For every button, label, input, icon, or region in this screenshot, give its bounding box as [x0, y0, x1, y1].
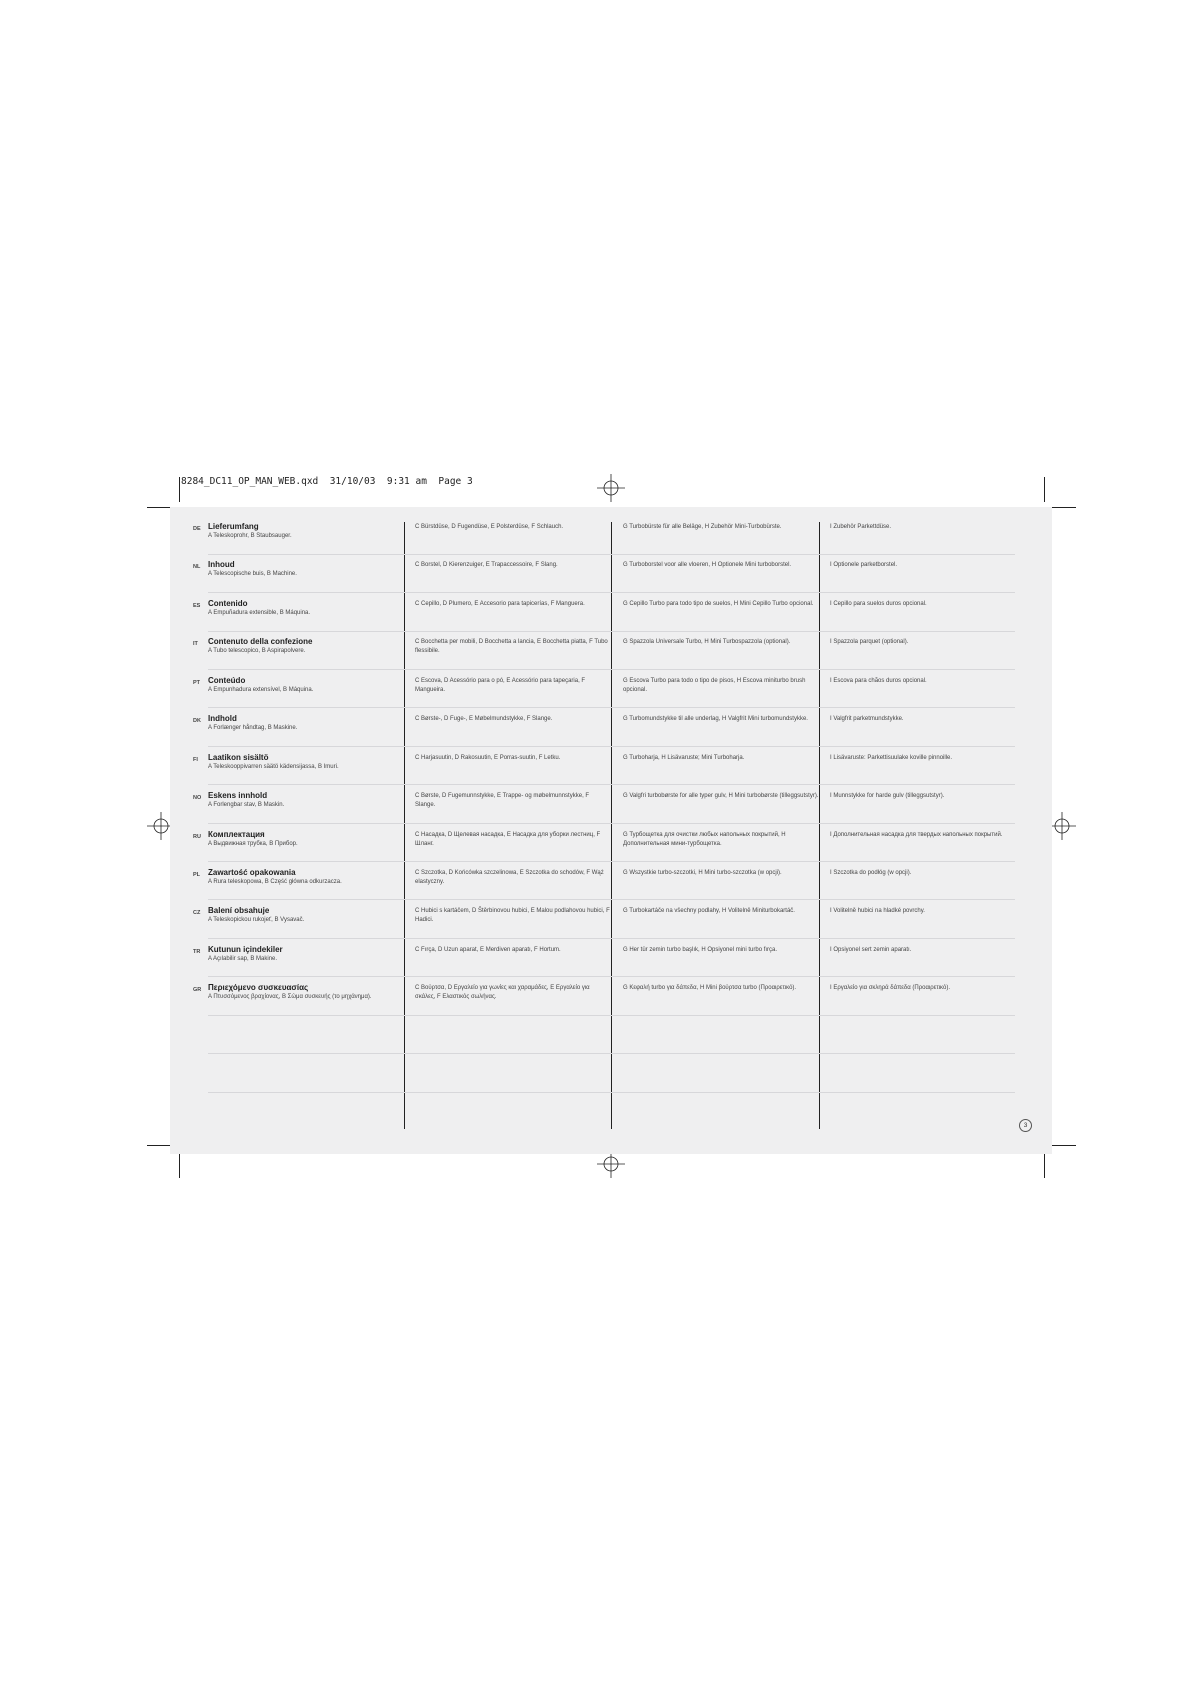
- parts-g-h: G Turbobürste für alle Beläge, H Zubehör Mini-Turbobürste.: [623, 524, 782, 530]
- parts-c-f: C Børste, D Fugemunnstykke, E Trappe- og møbelmunnstykke, F Slange.: [415, 793, 590, 808]
- section-title: Conteúdo: [208, 676, 246, 685]
- parts-c-f: C Hubici s kartáčem, D Štěrbinovou hubici, E Malou podlahovou hubici, F Hadici.: [415, 908, 610, 923]
- registration-mark-top: [597, 474, 625, 502]
- language-code: IT: [193, 641, 198, 647]
- parts-i: I Lisävaruste: Parkettisuulake koville pinnoille.: [830, 755, 953, 761]
- language-code: ES: [193, 603, 201, 609]
- crop-mark-top-right-h: [1050, 507, 1076, 508]
- parts-g-h: G Turboharja, H Lisävaruste; Mini Turboharja.: [623, 755, 745, 761]
- row-separator: [208, 631, 1015, 632]
- column-divider-3: [819, 522, 820, 1129]
- language-code: RU: [193, 834, 201, 840]
- parts-g-h: G Turboborstel voor alle vloeren, H Optionele Mini turboborstel.: [623, 562, 792, 568]
- section-title: Laatikon sisältö: [208, 753, 269, 762]
- crop-mark-top-left-v: [179, 477, 180, 502]
- row-separator: [208, 823, 1015, 824]
- parts-c-f: C Fırça, D Uzun aparat, E Merdiven aparatı, F Hortum.: [415, 947, 561, 953]
- language-code: TR: [193, 949, 201, 955]
- page-number: 3: [1019, 1119, 1032, 1132]
- row-separator: [208, 554, 1015, 555]
- crop-mark-bottom-right-h: [1050, 1145, 1076, 1146]
- section-title: Lieferumfang: [208, 522, 259, 531]
- parts-g-h: G Wszystkie turbo-szczotki, H Mini turbo-szczotka (w opcji).: [623, 870, 782, 876]
- parts-c-f: C Børste-, D Fuge-, E Møbelmundstykke, F Slange.: [415, 716, 553, 722]
- parts-c-f: C Bürstdüse, D Fugendüse, E Polsterdüse, F Schlauch.: [415, 524, 564, 530]
- section-title: Kutunun içindekiler: [208, 945, 283, 954]
- language-code: DK: [193, 718, 201, 724]
- parts-a-b: A Rura teleskopowa, B Część główna odkurzacza.: [208, 879, 342, 885]
- section-title: Indhold: [208, 714, 237, 723]
- row-separator: [208, 784, 1015, 785]
- parts-a-b: A Empuñadura extensible, B Máquina.: [208, 610, 311, 616]
- row-separator: [208, 669, 1015, 670]
- section-title: Комплектация: [208, 830, 265, 839]
- section-title: Contenido: [208, 599, 248, 608]
- parts-i: I Дополнительная насадка для твердых напольных покрытий.: [830, 832, 1003, 838]
- parts-i: I Optionele parketborstel.: [830, 562, 898, 568]
- row-separator: [208, 707, 1015, 708]
- parts-c-f: C Насадка, D Щелевая насадка, E Насадка для уборки лестниц, F Шланг.: [415, 832, 601, 847]
- language-code: PT: [193, 680, 201, 686]
- parts-a-b: A Empunhadura extensível, B Máquina.: [208, 687, 314, 693]
- parts-g-h: G Spazzola Universale Turbo, H Mini Turbospazzola (optional).: [623, 639, 791, 645]
- parts-a-b: A Forlænger håndtag, B Maskine.: [208, 725, 298, 731]
- section-title: Zawartość opakowania: [208, 868, 296, 877]
- parts-c-f: C Βούρτσα, D Εργαλείο για γωνίες και χαραμάδες, E Εργαλείο για σκάλες, F Ελαστικός σωλήνας.: [415, 985, 590, 1000]
- registration-mark-bottom: [597, 1150, 625, 1178]
- parts-i: I Εργαλείο για σκληρά δάπεδα (Προαιρετικό).: [830, 985, 950, 991]
- crop-mark-bottom-right-v: [1044, 1153, 1045, 1178]
- parts-c-f: C Bocchetta per mobili, D Bocchetta a lancia, E Bocchetta piatta, F Tubo flessibile.: [415, 639, 608, 654]
- section-title: Inhoud: [208, 560, 235, 569]
- section-title: Contenuto della confezione: [208, 637, 313, 646]
- file-slug: 8284_DC11_OP_MAN_WEB.qxd 31/10/03 9:31 am Page 3: [181, 476, 473, 487]
- parts-i: I Volitelně hubici na hladké povrchy.: [830, 908, 925, 914]
- row-separator: [208, 899, 1015, 900]
- parts-i: I Opsiyonel sert zemin aparatı.: [830, 947, 912, 953]
- row-separator: [208, 746, 1015, 747]
- section-title: Balení obsahuje: [208, 906, 270, 915]
- section-title: Περιεχόμενο συσκευασίας: [208, 983, 309, 992]
- parts-c-f: C Cepillo, D Plumero, E Accesorio para tapicerías, F Manguera.: [415, 601, 585, 607]
- parts-i: I Zubehör Parkettdüse.: [830, 524, 892, 530]
- parts-i: I Valgfrit parketmundstykke.: [830, 716, 904, 722]
- parts-a-b: A Выдвижная трубка, B Прибор.: [208, 841, 298, 847]
- parts-a-b: A Πτυσσόμενος βραχίονας, B Σώμα συσκευής (το μηχάνημα).: [208, 994, 372, 1000]
- language-code: NL: [193, 564, 201, 570]
- parts-c-f: C Harjasuutin, D Rakosuutin, E Porras-suutin, F Letku.: [415, 755, 561, 761]
- parts-a-b: A Forlengbar stav, B Maskin.: [208, 802, 285, 808]
- parts-g-h: G Κεφαλή turbo για δάπεδα, H Mini βούρτσα turbo (Προαιρετικό).: [623, 985, 797, 991]
- row-separator: [208, 976, 1015, 977]
- crop-mark-top-right-v: [1044, 477, 1045, 502]
- crop-mark-bottom-left-v: [179, 1153, 180, 1178]
- row-separator: [208, 938, 1015, 939]
- parts-c-f: C Borstel, D Kierenzuiger, E Trapaccessoire, F Slang.: [415, 562, 558, 568]
- parts-g-h: G Her tür zemin turbo başlık, H Opsiyonel mini turbo fırça.: [623, 947, 778, 953]
- row-separator: [208, 1092, 1015, 1093]
- parts-a-b: A Teleskoprohr, B Staubsauger.: [208, 533, 292, 539]
- parts-i: I Munnstykke for harde gulv (tilleggsutstyr).: [830, 793, 945, 799]
- parts-g-h: G Турбощетка для очистки любых напольных покрытий, H Дополнительная мини-турбощетка.: [623, 832, 786, 847]
- parts-i: I Spazzola parquet (optional).: [830, 639, 909, 645]
- parts-a-b: A Teleskooppivarren säätö kädensijassa, B Imuri.: [208, 764, 339, 770]
- row-separator: [208, 1015, 1015, 1016]
- language-code: CZ: [193, 910, 201, 916]
- row-separator: [208, 861, 1015, 862]
- parts-g-h: G Turbokartáče na všechny podlahy, H Volitelně Miniturbokartáč.: [623, 908, 795, 914]
- language-code: DE: [193, 526, 201, 532]
- parts-c-f: C Escova, D Acessório para o pó, E Acessório para tapeçaria, F Mangueira.: [415, 678, 586, 693]
- row-separator: [208, 592, 1015, 593]
- language-code: PL: [193, 872, 201, 878]
- parts-g-h: G Escova Turbo para todo o tipo de pisos, H Escova miniturbo brush opcional.: [623, 678, 806, 693]
- parts-g-h: G Valgfri turbobørste for alle typer gulv, H Mini turbobørste (tilleggsutstyr).: [623, 793, 819, 799]
- parts-c-f: C Szczotka, D Końcówka szczelinowa, E Szczotka do schodów, F Wąż elastyczny.: [415, 870, 604, 885]
- parts-a-b: A Telescopische buis, B Machine.: [208, 571, 297, 577]
- language-code: FI: [193, 757, 198, 763]
- column-divider-1: [404, 522, 405, 1129]
- parts-g-h: G Turbomundstykke til alle underlag, H Valgfrit Mini turbomundstykke.: [623, 716, 808, 722]
- parts-i: I Escova para chãos duros opcional.: [830, 678, 927, 684]
- section-title: Eskens innhold: [208, 791, 268, 800]
- column-divider-2: [611, 522, 612, 1129]
- parts-a-b: A Tubo telescopico, B Aspirapolvere.: [208, 648, 306, 654]
- parts-i: I Szczotka do podłóg (w opcji).: [830, 870, 912, 876]
- language-code: NO: [193, 795, 202, 801]
- parts-a-b: A Açılabilir sap, B Makine.: [208, 956, 278, 962]
- parts-a-b: A Teleskopickou rukojeť, B Vysavač.: [208, 917, 305, 923]
- parts-g-h: G Cepillo Turbo para todo tipo de suelos, H Mini Cepillo Turbo opcional.: [623, 601, 814, 607]
- language-code: GR: [193, 987, 202, 993]
- parts-i: I Cepillo para suelos duros opcional.: [830, 601, 927, 607]
- row-separator: [208, 1053, 1015, 1054]
- registration-mark-right: [1048, 812, 1076, 840]
